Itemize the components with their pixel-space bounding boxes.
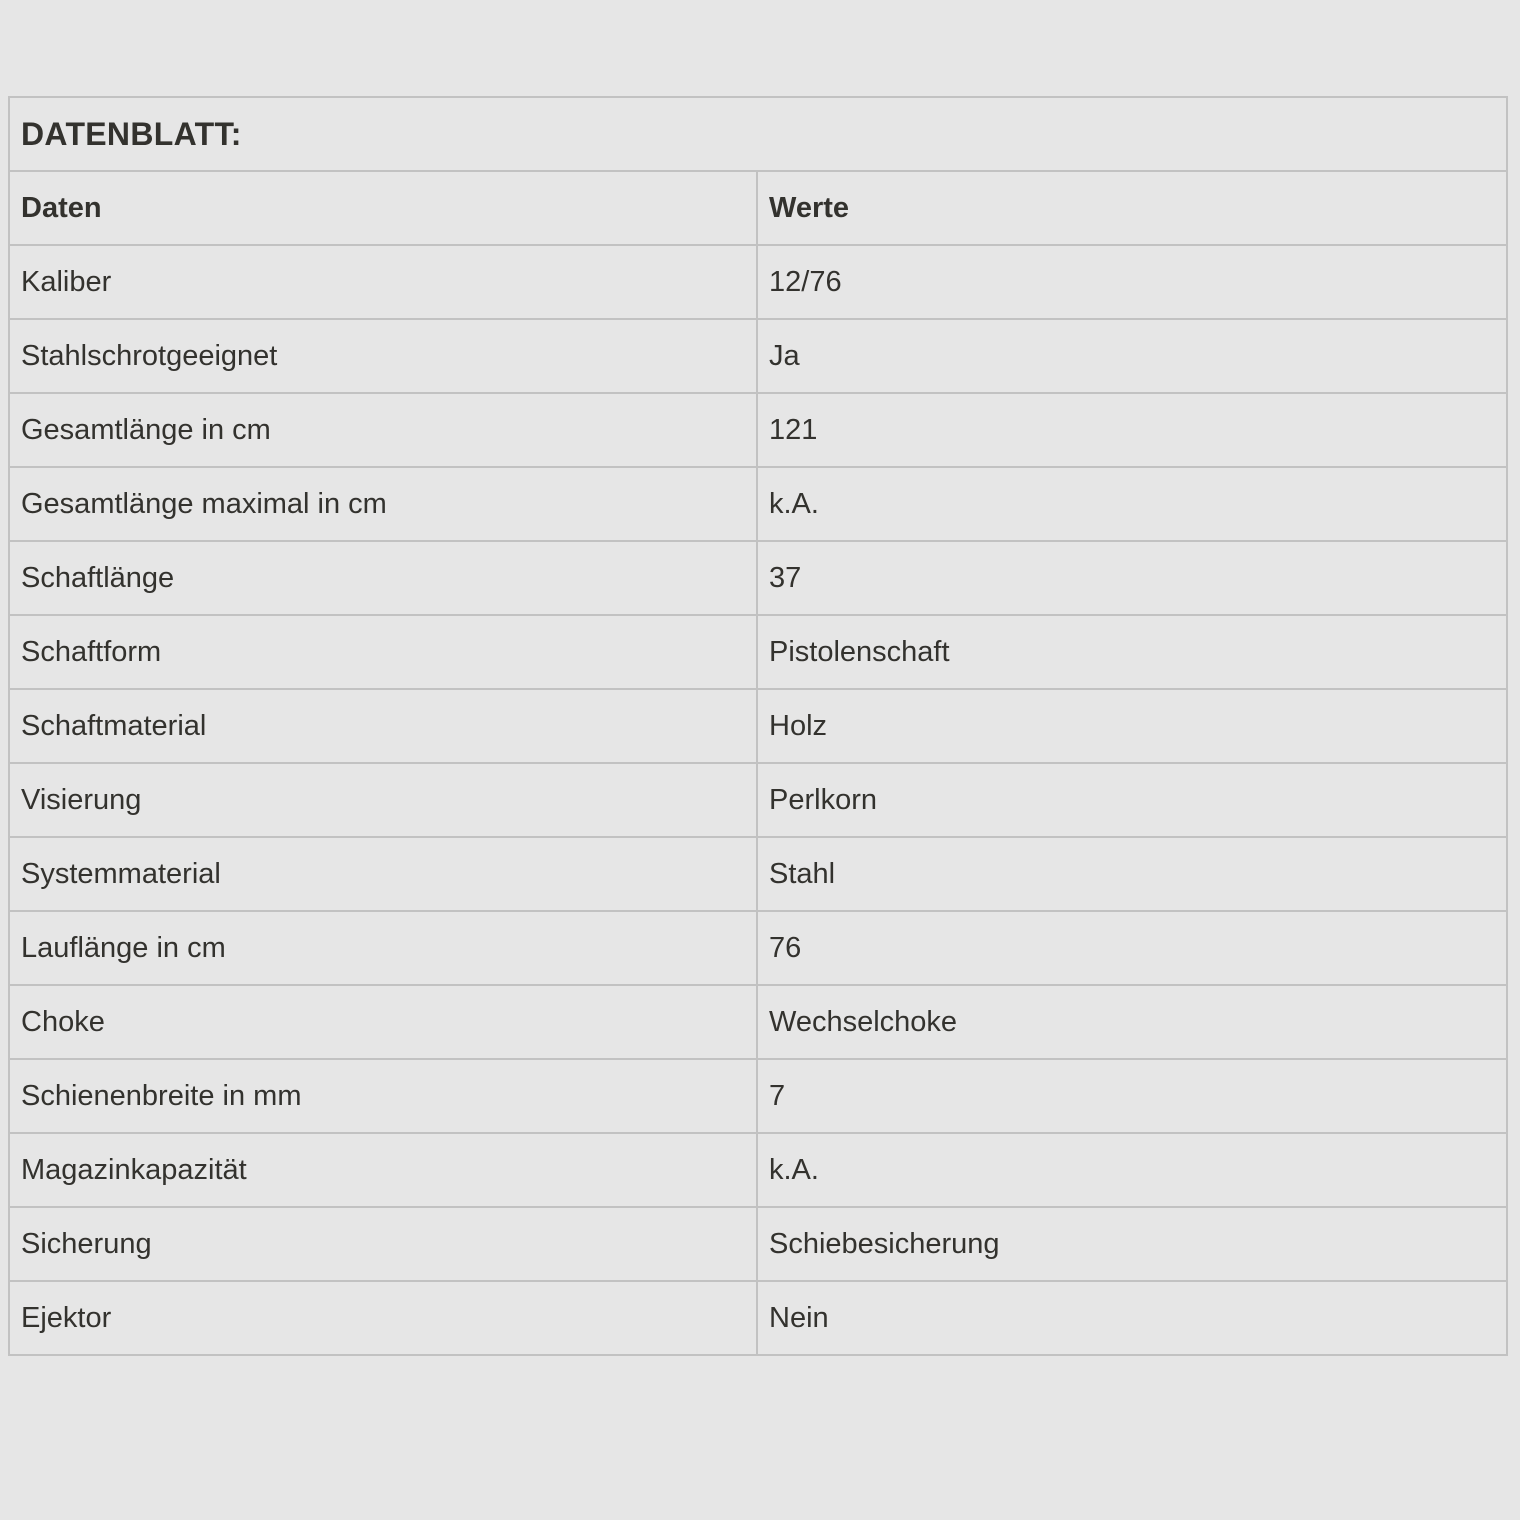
row-label: Kaliber [9, 245, 757, 319]
table-body [9, 245, 1507, 1355]
row-label: Schaftmaterial [9, 689, 757, 763]
table-title-row [9, 97, 1507, 171]
row-label: Sicherung [9, 1207, 757, 1281]
row-value: Stahl [757, 837, 1507, 911]
table-row [9, 1059, 1507, 1133]
row-value: 76 [757, 911, 1507, 985]
table-row [9, 763, 1507, 837]
row-value: k.A. [757, 1133, 1507, 1207]
row-label: Magazinkapazität [9, 1133, 757, 1207]
table-row [9, 1281, 1507, 1355]
row-label: Choke [9, 985, 757, 1059]
table-row [9, 837, 1507, 911]
table-row [9, 615, 1507, 689]
table-row [9, 985, 1507, 1059]
table-row [9, 689, 1507, 763]
spec-table [8, 96, 1508, 1356]
table-title: DATENBLATT: [9, 97, 1507, 171]
table-header-row [9, 171, 1507, 245]
row-label: Stahlschrotgeeignet [9, 319, 757, 393]
row-value: Ja [757, 319, 1507, 393]
row-value: 37 [757, 541, 1507, 615]
row-value: Perlkorn [757, 763, 1507, 837]
row-label: Schienenbreite in mm [9, 1059, 757, 1133]
row-label: Schaftlänge [9, 541, 757, 615]
row-value: Nein [757, 1281, 1507, 1355]
column-header-werte: Werte [757, 171, 1507, 245]
datasheet [8, 96, 1506, 1356]
table-row [9, 1207, 1507, 1281]
row-value: 12/76 [757, 245, 1507, 319]
row-value: Holz [757, 689, 1507, 763]
table-row [9, 467, 1507, 541]
row-label: Systemmaterial [9, 837, 757, 911]
table-row [9, 911, 1507, 985]
row-value: 121 [757, 393, 1507, 467]
table-row [9, 245, 1507, 319]
table-row [9, 319, 1507, 393]
row-label: Gesamtlänge in cm [9, 393, 757, 467]
table-row [9, 393, 1507, 467]
table-row [9, 541, 1507, 615]
row-label: Gesamtlänge maximal in cm [9, 467, 757, 541]
row-value: Pistolenschaft [757, 615, 1507, 689]
row-value: Wechselchoke [757, 985, 1507, 1059]
row-label: Visierung [9, 763, 757, 837]
row-label: Ejektor [9, 1281, 757, 1355]
table-row [9, 1133, 1507, 1207]
row-label: Schaftform [9, 615, 757, 689]
row-label: Lauflänge in cm [9, 911, 757, 985]
column-header-daten: Daten [9, 171, 757, 245]
row-value: Schiebesicherung [757, 1207, 1507, 1281]
row-value: 7 [757, 1059, 1507, 1133]
row-value: k.A. [757, 467, 1507, 541]
